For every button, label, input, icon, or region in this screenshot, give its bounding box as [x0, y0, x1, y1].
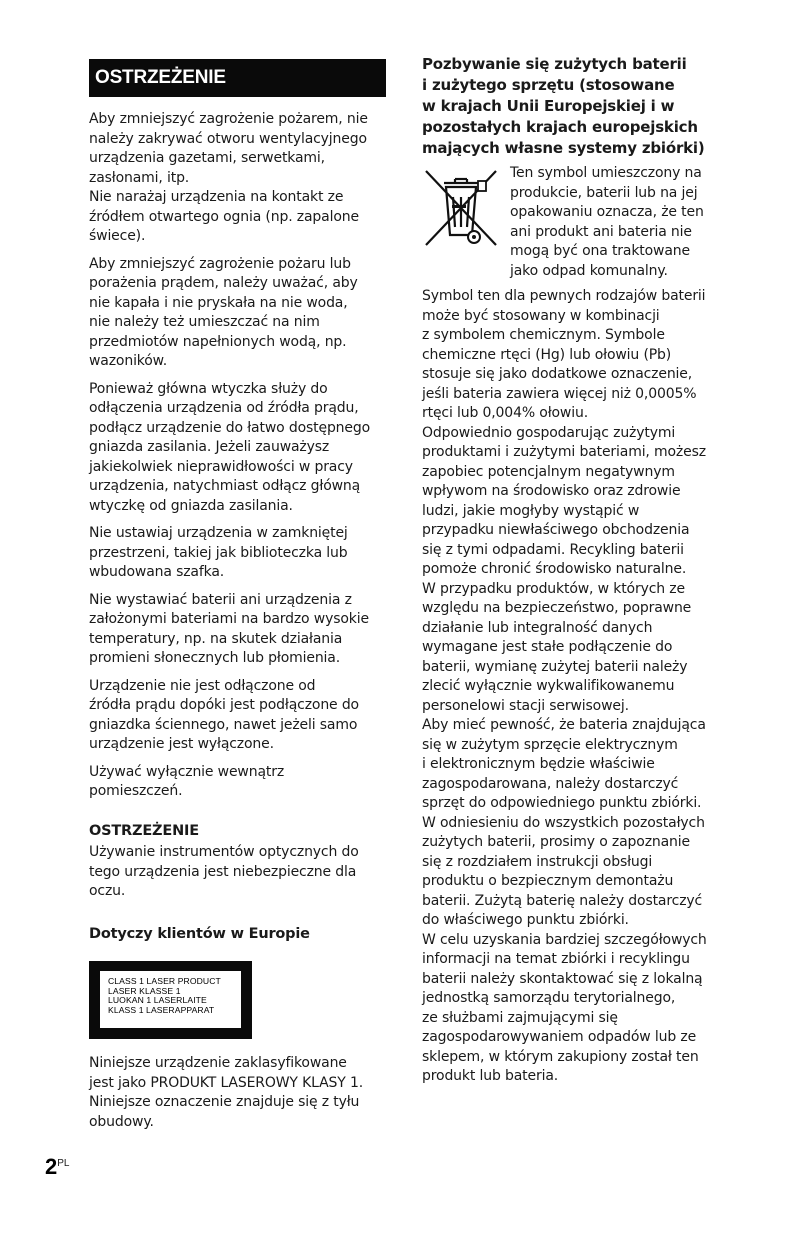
safety-paragraphs	[89, 110, 389, 802]
laser-label-line: LASER KLASSE 1	[108, 985, 181, 996]
crossed-out-bin-icon	[422, 167, 502, 253]
disposal-heading: Pozbywanie się zużytych baterii i zużytego sprzętu (stosowane w krajach Unii Europejskiej i w pozostałych krajach europejskich mających własne systemy zbiórki)	[422, 55, 705, 157]
page-footer	[45, 1154, 69, 1180]
optical-warning-heading: OSTRZEŻENIE	[89, 822, 199, 839]
laser-label-panel	[100, 971, 241, 1028]
europe-heading: Dotyczy klientów w Europie	[89, 925, 310, 942]
paragraph-water: Aby zmniejszyć zagrożenie pożaru lub porażenia prądem, należy uważać, aby nie kapała i nie pryskała na nie woda, nie należy też umieszczać na nim przedmiotów napełnionych wodą, np. wazoników.	[89, 255, 358, 369]
paragraph-enclosed-space: Nie ustawiaj urządzenia w zamkniętej przestrzeni, takiej jak biblioteczka lub wbudowana szafka.	[89, 525, 348, 580]
optical-warning-text: Używanie instrumentów optycznych do tego urządzenia jest niebezpieczne dla oczu.	[89, 844, 359, 899]
europe-section	[89, 925, 389, 1133]
disposal-body: Symbol ten dla pewnych rodzajów baterii może być stosowany w kombinacji z symbolem chemicznym. Symbole chemiczne rtęci (Hg) lub ołowiu (Pb) stosuje się jako dodatkowe oznaczenie, jeśli bateria zawiera więcej niż 0,0005% rtęci lub 0,004% ołowiu. Odpowiednio gospodarując zużytymi produktami i zużytymi bateriami, możesz zapobiec potencjalnym negatywnym wpływom na środowisko oraz zdrowie ludzi, jakie mogłyby wystąpić w przypadku niewłaściwego obchodzenia się z tymi odpadami. Recykling baterii pomoże chronić środowisko naturalne. W przypadku produktów, w których ze względu na bezpieczeństwo, poprawne działanie lub integralność danych wymagane jest stałe podłączenie do baterii, wymianę zużytej baterii należy zlecić wyłącznie wykwalifikowanemu personelowi stacji serwisowej. Aby mieć pewność, że bateria znajdująca się w zużytym sprzęcie elektrycznym i elektronicznym będzie właściwie zagospodarowana, należy dostarczyć sprzęt do odpowiedniego punktu zbiórki. W odniesieniu do wszystkich pozostałych zużytych baterii, prosimy o zapoznanie się z rozdziałem instrukcji obsługi produktu o bezpiecznym demontażu baterii. Zużytą baterię należy dostarczyć do właściwego punktu zbiórki. W celu uzyskania bardziej szczegółowych informacji na temat zbiórki i recyklingu baterii należy skontaktować się z lokalną jednostką samorządu terytorialnego, ze służbami zajmującymi się zagospodarowywaniem odpadów lub ze sklepem, w którym zakupiony został ten produkt lub bateria.	[422, 288, 707, 1084]
paragraph-disconnect: Urządzenie nie jest odłączone od źródła prądu dopóki jest podłączone do gniazdka ściennego, nawet jeżeli samo urządzenie jest wyłączone.	[89, 677, 359, 752]
paragraph-mains-plug: Ponieważ główna wtyczka służy do odłączenia urządzenia od źródła prądu, podłącz urządzenie do łatwo dostępnego gniazda zasilania. Jeżeli zauważysz jakiekolwiek nieprawidłowości w pracy urządzenia, natychmiast odłącz główną wtyczkę od gniazda zasilania.	[89, 380, 371, 514]
optical-warning-section	[89, 822, 389, 902]
language-code: PL	[57, 1157, 70, 1169]
paragraph-ventilation: Aby zmniejszyć zagrożenie pożarem, nie należy zakrywać otworu wentylacyjnego urządzenia gazetami, serwetkami, zasłonami, itp. Nie narażaj urządzenia na kontakt ze źródłem otwartego ognia (np. zapalone świece).	[89, 111, 368, 244]
left-column	[89, 59, 389, 1140]
laser-label-line: KLASS 1 LASERAPPARAT	[108, 1004, 215, 1015]
page-number: 2	[45, 1154, 58, 1179]
laser-label-line: LUOKAN 1 LASERLAITE	[108, 995, 207, 1006]
paragraph-indoor: Używać wyłącznie wewnątrz pomieszczeń.	[89, 763, 285, 799]
laser-note: Niniejsze urządzenie zaklasyfikowane jest jako PRODUKT LASEROWY KLASY 1. Niniejsze oznaczenie znajduje się z tyłu obudowy.	[89, 1055, 364, 1130]
weee-symbol-row	[422, 159, 724, 287]
right-column	[422, 54, 724, 1087]
laser-class-label	[89, 961, 252, 1039]
laser-label-line: CLASS 1 LASER PRODUCT	[108, 976, 221, 986]
warning-banner: OSTRZEŻENIE	[89, 59, 386, 97]
paragraph-heat: Nie wystawiać baterii ani urządzenia z założonymi bateriami na bardzo wysokie temperatury, np. na skutek działania promieni słonecznych lub płomienia.	[89, 591, 369, 666]
symbol-description: Ten symbol umieszczony na produkcie, baterii lub na jej opakowaniu oznacza, że ten ani produkt ani bateria nie mogą być ona traktowane jako odpad komunalny.	[510, 165, 704, 279]
